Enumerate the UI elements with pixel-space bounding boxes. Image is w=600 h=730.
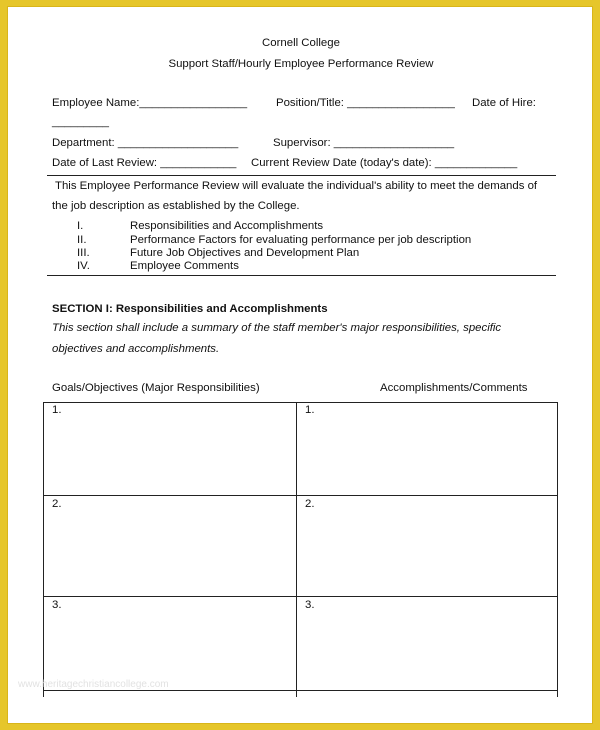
- table-line: [557, 402, 558, 697]
- list-num-2: II.: [77, 234, 87, 246]
- divider-bottom: [47, 275, 556, 276]
- list-text-3: Future Job Objectives and Development Plan: [130, 247, 360, 259]
- watermark: www.heritagechristiancollege.com: [18, 679, 169, 690]
- date-of-hire-field: Date of Hire:: [472, 97, 536, 109]
- table-line: [43, 402, 44, 697]
- section-title: SECTION I: Responsibilities and Accomplishments: [52, 303, 328, 315]
- list-text-2: Performance Factors for evaluating performance per job description: [130, 234, 472, 246]
- position-title-field: Position/Title: _________________: [276, 97, 455, 109]
- list-text-1: Responsibilities and Accomplishments: [130, 220, 324, 232]
- date-last-review-field: Date of Last Review: ____________: [52, 157, 237, 169]
- form-title: Support Staff/Hourly Employee Performance Review: [168, 58, 434, 70]
- table-line: [43, 596, 558, 597]
- intro-line-1: This Employee Performance Review will evaluate the individual's ability to meet the demands of: [55, 180, 538, 192]
- list-num-4: IV.: [77, 260, 90, 272]
- current-review-date-field: Current Review Date (today's date): _____________: [251, 157, 518, 169]
- table-line: [43, 402, 558, 403]
- document-page: [7, 6, 593, 724]
- table-line: [296, 402, 297, 697]
- row-2-right-number: 2.: [305, 498, 315, 510]
- section-desc-line-1: This section shall include a summary of the staff member's major responsibilities, specific: [52, 322, 502, 334]
- department-field: Department: ___________________: [52, 137, 239, 149]
- list-num-3: III.: [77, 247, 90, 259]
- row-3-left-number: 3.: [52, 599, 62, 611]
- row-1-right-number: 1.: [305, 404, 315, 416]
- table-line: [43, 495, 558, 496]
- table-line: [43, 690, 558, 691]
- divider-top: [47, 175, 556, 176]
- column-header-accomplishments: Accomplishments/Comments: [380, 382, 528, 394]
- row-3-right-number: 3.: [305, 599, 315, 611]
- row-2-left-number: 2.: [52, 498, 62, 510]
- section-desc-line-2: objectives and accomplishments.: [52, 343, 220, 355]
- employee-name-field: Employee Name:_________________: [52, 97, 248, 109]
- list-num-1: I.: [77, 220, 84, 232]
- date-of-hire-blank: _________: [52, 116, 110, 128]
- list-text-4: Employee Comments: [130, 260, 239, 272]
- intro-line-2: the job description as established by the College.: [52, 200, 300, 212]
- goals-table: [43, 402, 558, 697]
- column-header-goals: Goals/Objectives (Major Responsibilities): [52, 382, 260, 394]
- college-name: Cornell College: [262, 37, 340, 49]
- row-1-left-number: 1.: [52, 404, 62, 416]
- supervisor-field: Supervisor: ___________________: [273, 137, 455, 149]
